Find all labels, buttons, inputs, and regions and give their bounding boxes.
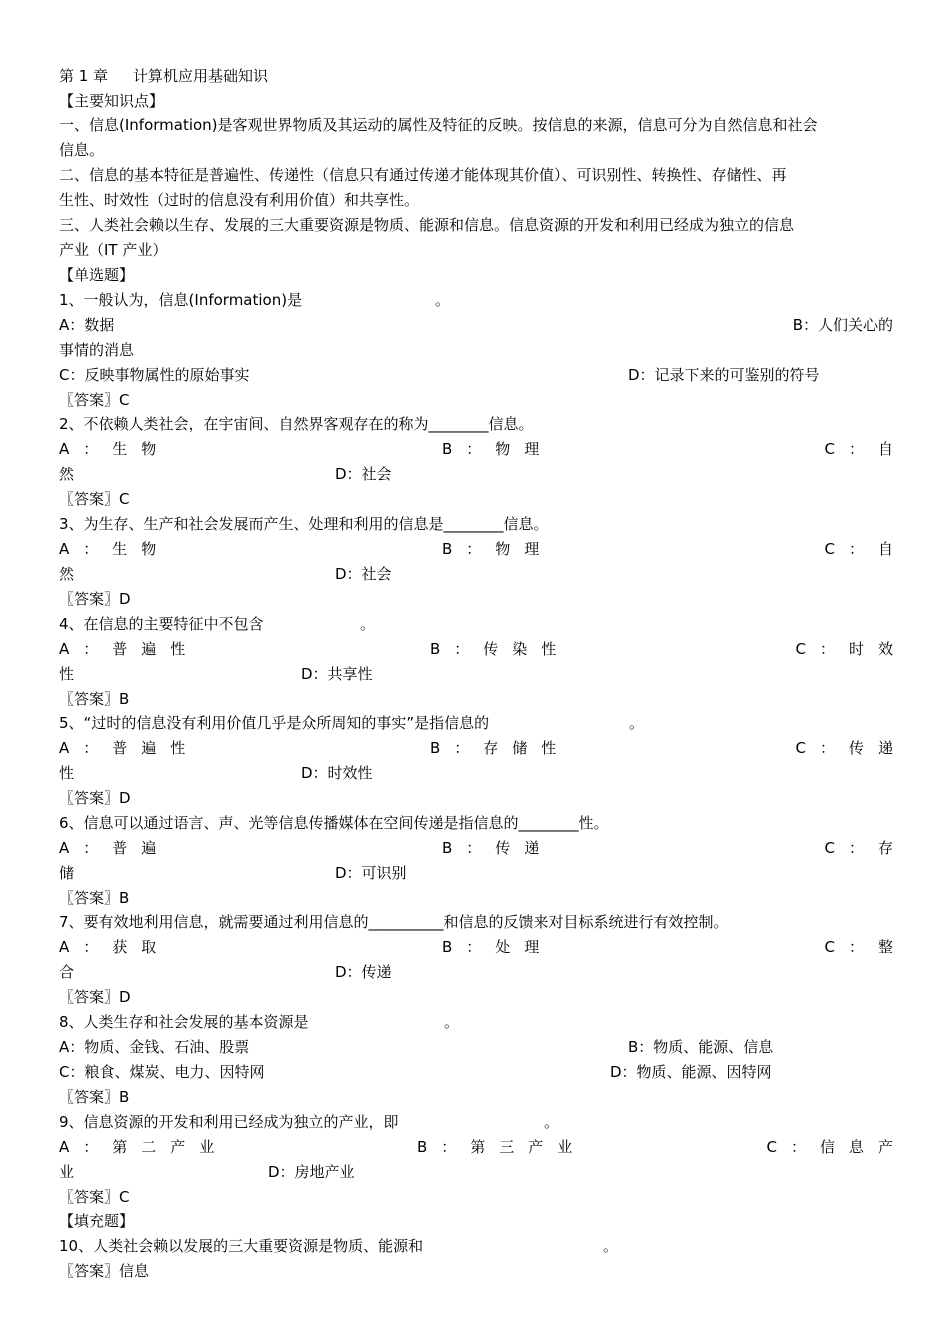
option-d: D：社会 [335,465,392,483]
option-c: C：存 [824,839,907,857]
question-3 [59,512,893,536]
option-c: C：时效 [795,640,907,658]
question-3-options-row [59,562,893,586]
option-c-cont: 储 [59,864,75,882]
option-c: C：传递 [795,739,907,757]
section-header-fill-in: 【填充题】 [59,1212,135,1230]
option-b: B：传染性 [430,640,571,658]
answer: 〖答案〗D [59,988,131,1006]
option-c-cont: 合 [59,963,75,981]
question-4 [59,612,893,636]
question-stem: 8、人类生存和社会发展的基本资源是 [59,1013,309,1031]
option-d: D：传递 [335,963,392,981]
answer-blank: ________ [518,814,579,832]
knowledge-point-2-cont: 生性、时效性（过时的信息没有利用价值）和共享性。 [59,191,420,209]
question-stem: 10、人类社会赖以发展的三大重要资源是物质、能源和 [59,1237,424,1255]
chapter-heading [59,64,893,88]
option-c-cont: 然 [59,565,75,583]
chapter-number: 第 1 章 [59,67,109,85]
question-1-options-row [59,363,893,387]
option-c-cont: 性 [59,764,75,782]
option-d: D：共享性 [301,665,373,683]
option-b: B：存储性 [430,739,571,757]
question-1 [59,288,893,312]
question-8-options-row [59,1060,893,1084]
question-9 [59,1110,893,1134]
question-8-options-row [59,1035,893,1059]
option-b-cont: 事情的消息 [59,341,135,359]
question-2-options-row [59,437,907,461]
option-c-cont: 业 [59,1163,75,1181]
knowledge-point-3: 三、人类社会赖以生存、发展的三大重要资源是物质、能源和信息。信息资源的开发和利用已经成为独立的信息 [59,216,795,234]
option-b: B：物质、能源、信息 [628,1038,774,1056]
question-end: 和信息的反馈来对目标系统进行有效控制。 [443,913,729,931]
option-a: A：普遍性 [59,739,200,757]
option-a: A：获取 [59,938,171,956]
option-c: C：自 [824,440,907,458]
option-c-cont: 性 [59,665,75,683]
question-9-options-row [59,1135,907,1159]
question-5 [59,711,893,735]
option-d: D：时效性 [301,764,373,782]
question-end: 。 [435,291,451,309]
question-2 [59,412,893,436]
option-c-cont: 然 [59,465,75,483]
option-a: A：普遍性 [59,640,200,658]
question-stem: 9、信息资源的开发和利用已经成为独立的产业，即 [59,1113,399,1131]
question-9-options-row [59,1160,893,1184]
answer: 〖答案〗B [59,1088,130,1106]
question-end: 。 [360,615,376,633]
answer-blank: __________ [368,913,444,931]
knowledge-point-3-cont: 产业（IT 产业） [59,241,168,259]
answer: 〖答案〗C [59,490,130,508]
section-header-single-choice: 【单选题】 [59,266,135,284]
option-d: D：记录下来的可鉴别的符号 [628,366,820,384]
answer: 〖答案〗D [59,590,131,608]
question-5-options-row [59,761,893,785]
option-d: D：社会 [335,565,392,583]
question-end: 。 [544,1113,560,1131]
question-stem: 7、要有效地利用信息，就需要通过利用信息的 [59,913,369,931]
question-2-options-row [59,462,893,486]
question-stem: 3、为生存、生产和社会发展而产生、处理和利用的信息是 [59,515,444,533]
option-d: D：房地产业 [268,1163,355,1181]
question-5-options-row [59,736,907,760]
option-a: A：物质、金钱、石油、股票 [59,1038,250,1056]
question-4-options-row [59,637,907,661]
question-3-options-row [59,537,907,561]
question-1-options-row [59,338,893,362]
question-end: 。 [444,1013,460,1031]
option-c: C：整 [824,938,907,956]
question-end: 性。 [578,814,609,832]
answer: 〖答案〗C [59,391,130,409]
answer: 〖答案〗B [59,690,130,708]
option-d: D：物质、能源、因特网 [610,1063,772,1081]
option-c: C：自 [824,540,907,558]
question-6-options-row [59,836,907,860]
question-8 [59,1010,893,1034]
answer: 〖答案〗D [59,789,131,807]
question-7 [59,910,893,934]
option-b: B：处理 [442,938,554,956]
question-1-options-row [59,313,893,337]
question-stem: 6、信息可以通过语言、声、光等信息传播媒体在空间传递是指信息的 [59,814,519,832]
section-header-knowledge: 【主要知识点】 [59,92,165,110]
option-c: C：反映事物属性的原始事实 [59,366,250,384]
question-end: 。 [629,714,645,732]
answer: 〖答案〗C [59,1188,130,1206]
question-10 [59,1234,893,1258]
option-b: B：人们关心的 [792,316,893,334]
option-c: C：粮食、煤炭、电力、因特网 [59,1063,265,1081]
option-c: C：信息产 [766,1138,907,1156]
option-a: A：生物 [59,440,171,458]
question-end: 信息。 [488,415,534,433]
question-stem: 5、“过时的信息没有利用价值几乎是众所周知的事实”是指信息的 [59,714,490,732]
question-end: 信息。 [503,515,549,533]
question-7-options-row [59,935,907,959]
option-d: D：可识别 [335,864,407,882]
option-b: B：传递 [442,839,554,857]
option-a: A：生物 [59,540,171,558]
question-4-options-row [59,662,893,686]
question-stem: 2、不依赖人类社会，在宇宙间、自然界客观存在的称为 [59,415,429,433]
question-6 [59,811,893,835]
option-a: A：第二产业 [59,1138,229,1156]
option-b: B：物理 [442,440,554,458]
knowledge-point-2: 二、信息的基本特征是普遍性、传递性（信息只有通过传递才能体现其价值）、可识别性、转换性、存储性、再 [59,166,787,184]
option-b: B：物理 [442,540,554,558]
option-a: A：普遍 [59,839,171,857]
chapter-title: 计算机应用基础知识 [133,67,269,85]
knowledge-point-1-cont: 信息。 [59,141,105,159]
answer: 〖答案〗B [59,889,130,907]
question-end: 。 [603,1237,619,1255]
question-stem: 4、在信息的主要特征中不包含 [59,615,264,633]
knowledge-point-1: 一、信息(Information)是客观世界物质及其运动的属性及特征的反映。按信息的来源，信息可分为自然信息和社会 [59,116,818,134]
answer-blank: ________ [443,515,504,533]
answer: 〖答案〗信息 [59,1262,150,1280]
question-7-options-row [59,960,893,984]
option-b: B：第三产业 [417,1138,587,1156]
question-6-options-row [59,861,893,885]
answer-blank: ________ [428,415,489,433]
option-a: A：数据 [59,316,115,334]
question-stem: 1、一般认为，信息(Information)是 [59,291,303,309]
